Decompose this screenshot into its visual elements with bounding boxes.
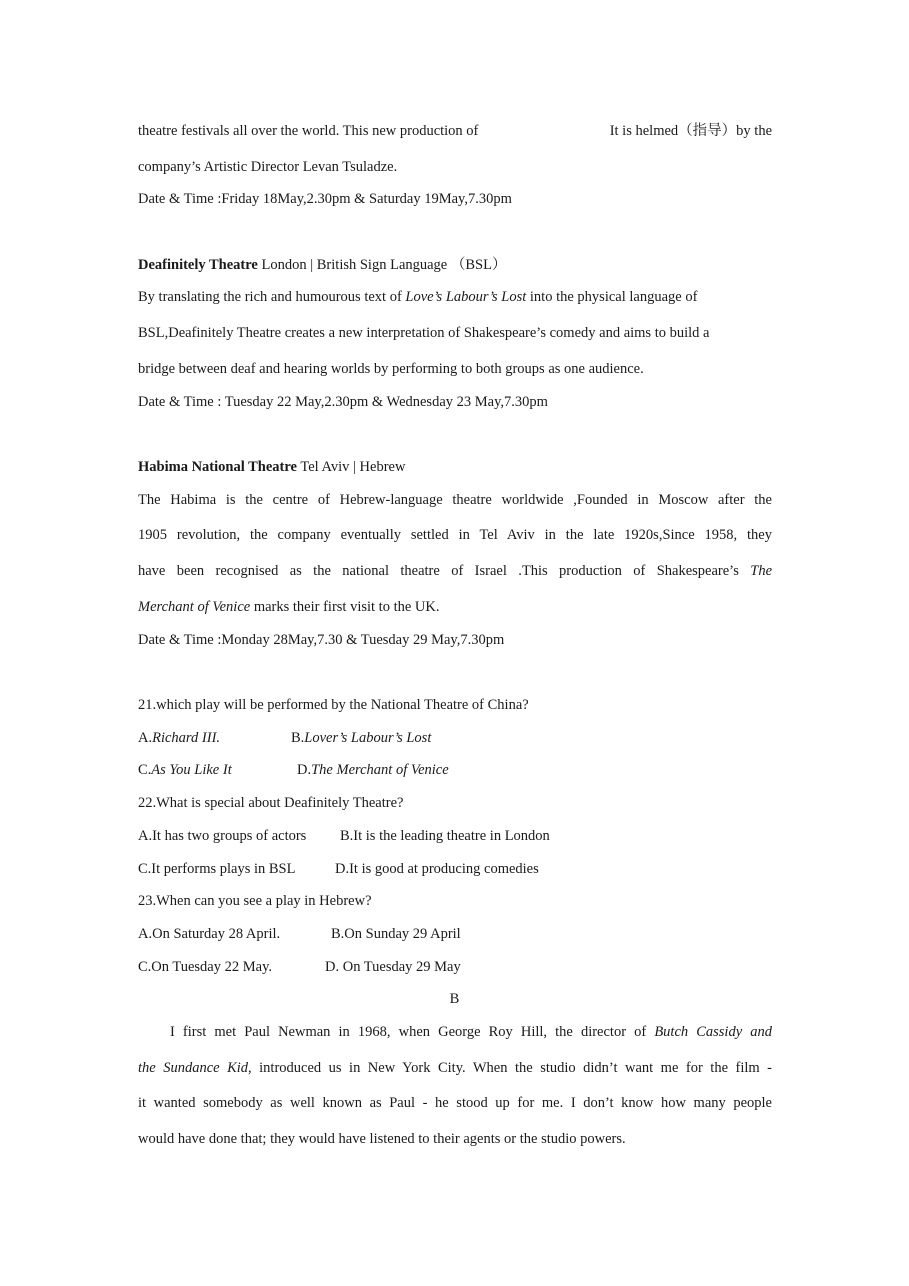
q23-options-ab — [138, 924, 772, 944]
deafinitely-name: Deafinitely Theatre — [138, 257, 258, 273]
option-text: Richard III. — [152, 730, 221, 746]
section-b-line-4: would have done that; they would have listened to their agents or the studio powers. — [138, 1131, 626, 1147]
habima-date: Date & Time :Monday 28May,7.30 & Tuesday 29 May,7.30pm — [138, 632, 505, 648]
play-title: Love’s Labour’s Lost — [405, 289, 527, 305]
option-21d — [297, 760, 449, 780]
intro-text-b: It is helmed（指导）by the — [609, 123, 772, 139]
play-title: Merchant of Venice — [138, 599, 251, 615]
q21-options-cd — [138, 760, 772, 780]
text-span: By translating the rich and humourous text of — [138, 289, 406, 305]
habima-desc-4 — [138, 597, 772, 617]
habima-location: Tel Aviv | Hebrew — [296, 459, 406, 475]
habima-desc-2: 1905 revolution, the company eventually settled in Tel Aviv in the late 1920s,Since 1958, they — [138, 527, 772, 543]
option-text: The Merchant of Venice — [311, 762, 449, 778]
option-22b: B.It is the leading theatre in London — [340, 828, 550, 844]
option-23a: A.On Saturday 28 April. — [138, 926, 281, 942]
option-23b: B.On Sunday 29 April — [331, 926, 461, 942]
option-23d: D. On Tuesday 29 May — [325, 959, 461, 975]
deafinitely-desc-2: BSL,Deafinitely Theatre creates a new interpretation of Shakespeare’s comedy and aims to build a — [138, 325, 710, 341]
habima-heading — [138, 457, 772, 477]
option-text: Lover’s Labour’s Lost — [304, 730, 432, 746]
option-21a — [138, 730, 220, 746]
text-span: marks their first visit to the UK. — [250, 599, 440, 615]
deafinitely-desc-1 — [138, 287, 772, 307]
text-span: I first met Paul Newman in 1968, when George Roy Hill, the director of — [170, 1024, 655, 1040]
film-title: Butch Cassidy and — [654, 1024, 772, 1040]
text-span: have been recognised as the national theatre of Israel .This production of Shakespeare’s — [138, 563, 751, 579]
habima-desc-1: The Habima is the centre of Hebrew-language theatre worldwide ,Founded in Moscow after the — [138, 492, 772, 508]
film-title: the Sundance Kid — [138, 1060, 249, 1076]
habima-desc-3 — [138, 561, 772, 581]
question-21: 21.which play will be performed by the National Theatre of China? — [138, 697, 529, 713]
intro-line-1 — [138, 121, 772, 141]
text-span: into the physical language of — [526, 289, 698, 305]
option-letter: C. — [138, 762, 152, 778]
intro-line-2: company’s Artistic Director Levan Tsuladze. — [138, 159, 398, 175]
section-b-line-2 — [138, 1058, 772, 1078]
q22-options-cd — [138, 859, 772, 879]
section-b-heading: B — [449, 991, 460, 1007]
option-23c: C.On Tuesday 22 May. — [138, 959, 273, 975]
question-22: 22.What is special about Deafinitely Theatre? — [138, 795, 404, 811]
intro-text-a: theatre festivals all over the world. This new production of — [138, 123, 479, 139]
question-23: 23.When can you see a play in Hebrew? — [138, 893, 372, 909]
q23-options-cd — [138, 957, 772, 977]
option-letter: D. — [297, 762, 312, 778]
option-21c — [138, 762, 232, 778]
option-text: As You Like It — [151, 762, 232, 778]
option-letter: B. — [291, 730, 305, 746]
deafinitely-location: London | British Sign Language （BSL） — [257, 257, 507, 273]
deafinitely-heading — [138, 255, 772, 275]
deafinitely-desc-3: bridge between deaf and hearing worlds by performing to both groups as one audience. — [138, 361, 644, 377]
option-letter: A. — [138, 730, 153, 746]
q21-options-ab — [138, 728, 772, 748]
habima-name: Habima National Theatre — [138, 459, 297, 475]
intro-date: Date & Time :Friday 18May,2.30pm & Saturday 19May,7.30pm — [138, 191, 512, 207]
deafinitely-date: Date & Time : Tuesday 22 May,2.30pm & Wednesday 23 May,7.30pm — [138, 394, 548, 410]
option-22d: D.It is good at producing comedies — [335, 861, 539, 877]
play-title: The — [750, 563, 772, 579]
q22-options-ab — [138, 826, 772, 846]
text-span: , introduced us in New York City. When the studio didn’t want me for the film - — [248, 1060, 772, 1076]
option-21b — [291, 728, 431, 748]
section-b-line-1 — [138, 1022, 772, 1042]
section-b-line-3: it wanted somebody as well known as Paul - he stood up for me. I don’t know how many people — [138, 1095, 772, 1111]
option-22c: C.It performs plays in BSL — [138, 861, 296, 877]
option-22a: A.It has two groups of actors — [138, 828, 307, 844]
